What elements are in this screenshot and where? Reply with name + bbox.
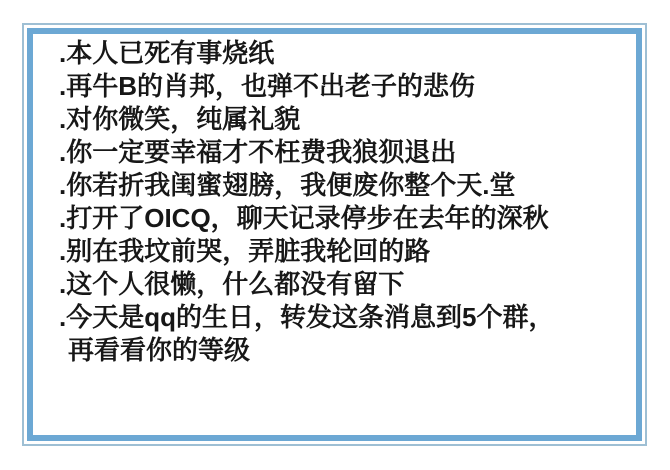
quote-line: .再牛B的肖邦，也弹不出老子的悲伤 — [59, 71, 476, 101]
quote-line: .本人已死有事烧纸 — [59, 38, 275, 68]
quote-line-continuation: 再看看你的等级 — [68, 335, 251, 365]
quote-line: .这个人很懒，什么都没有留下 — [59, 269, 405, 299]
quote-line: .对你微笑，纯属礼貌 — [59, 104, 301, 134]
quote-list — [59, 37, 650, 367]
quote-line: .你若折我闺蜜翅膀，我便废你整个天.堂 — [59, 170, 516, 200]
quote-line: .今天是qq的生日，转发这条消息到5个群， — [59, 302, 555, 332]
quote-line: .打开了OICQ，聊天记录停步在去年的深秋 — [59, 203, 549, 233]
quote-line: .别在我坟前哭，弄脏我轮回的路 — [59, 236, 431, 266]
quote-line: .你一定要幸福才不枉费我狼狈退出 — [59, 137, 457, 167]
